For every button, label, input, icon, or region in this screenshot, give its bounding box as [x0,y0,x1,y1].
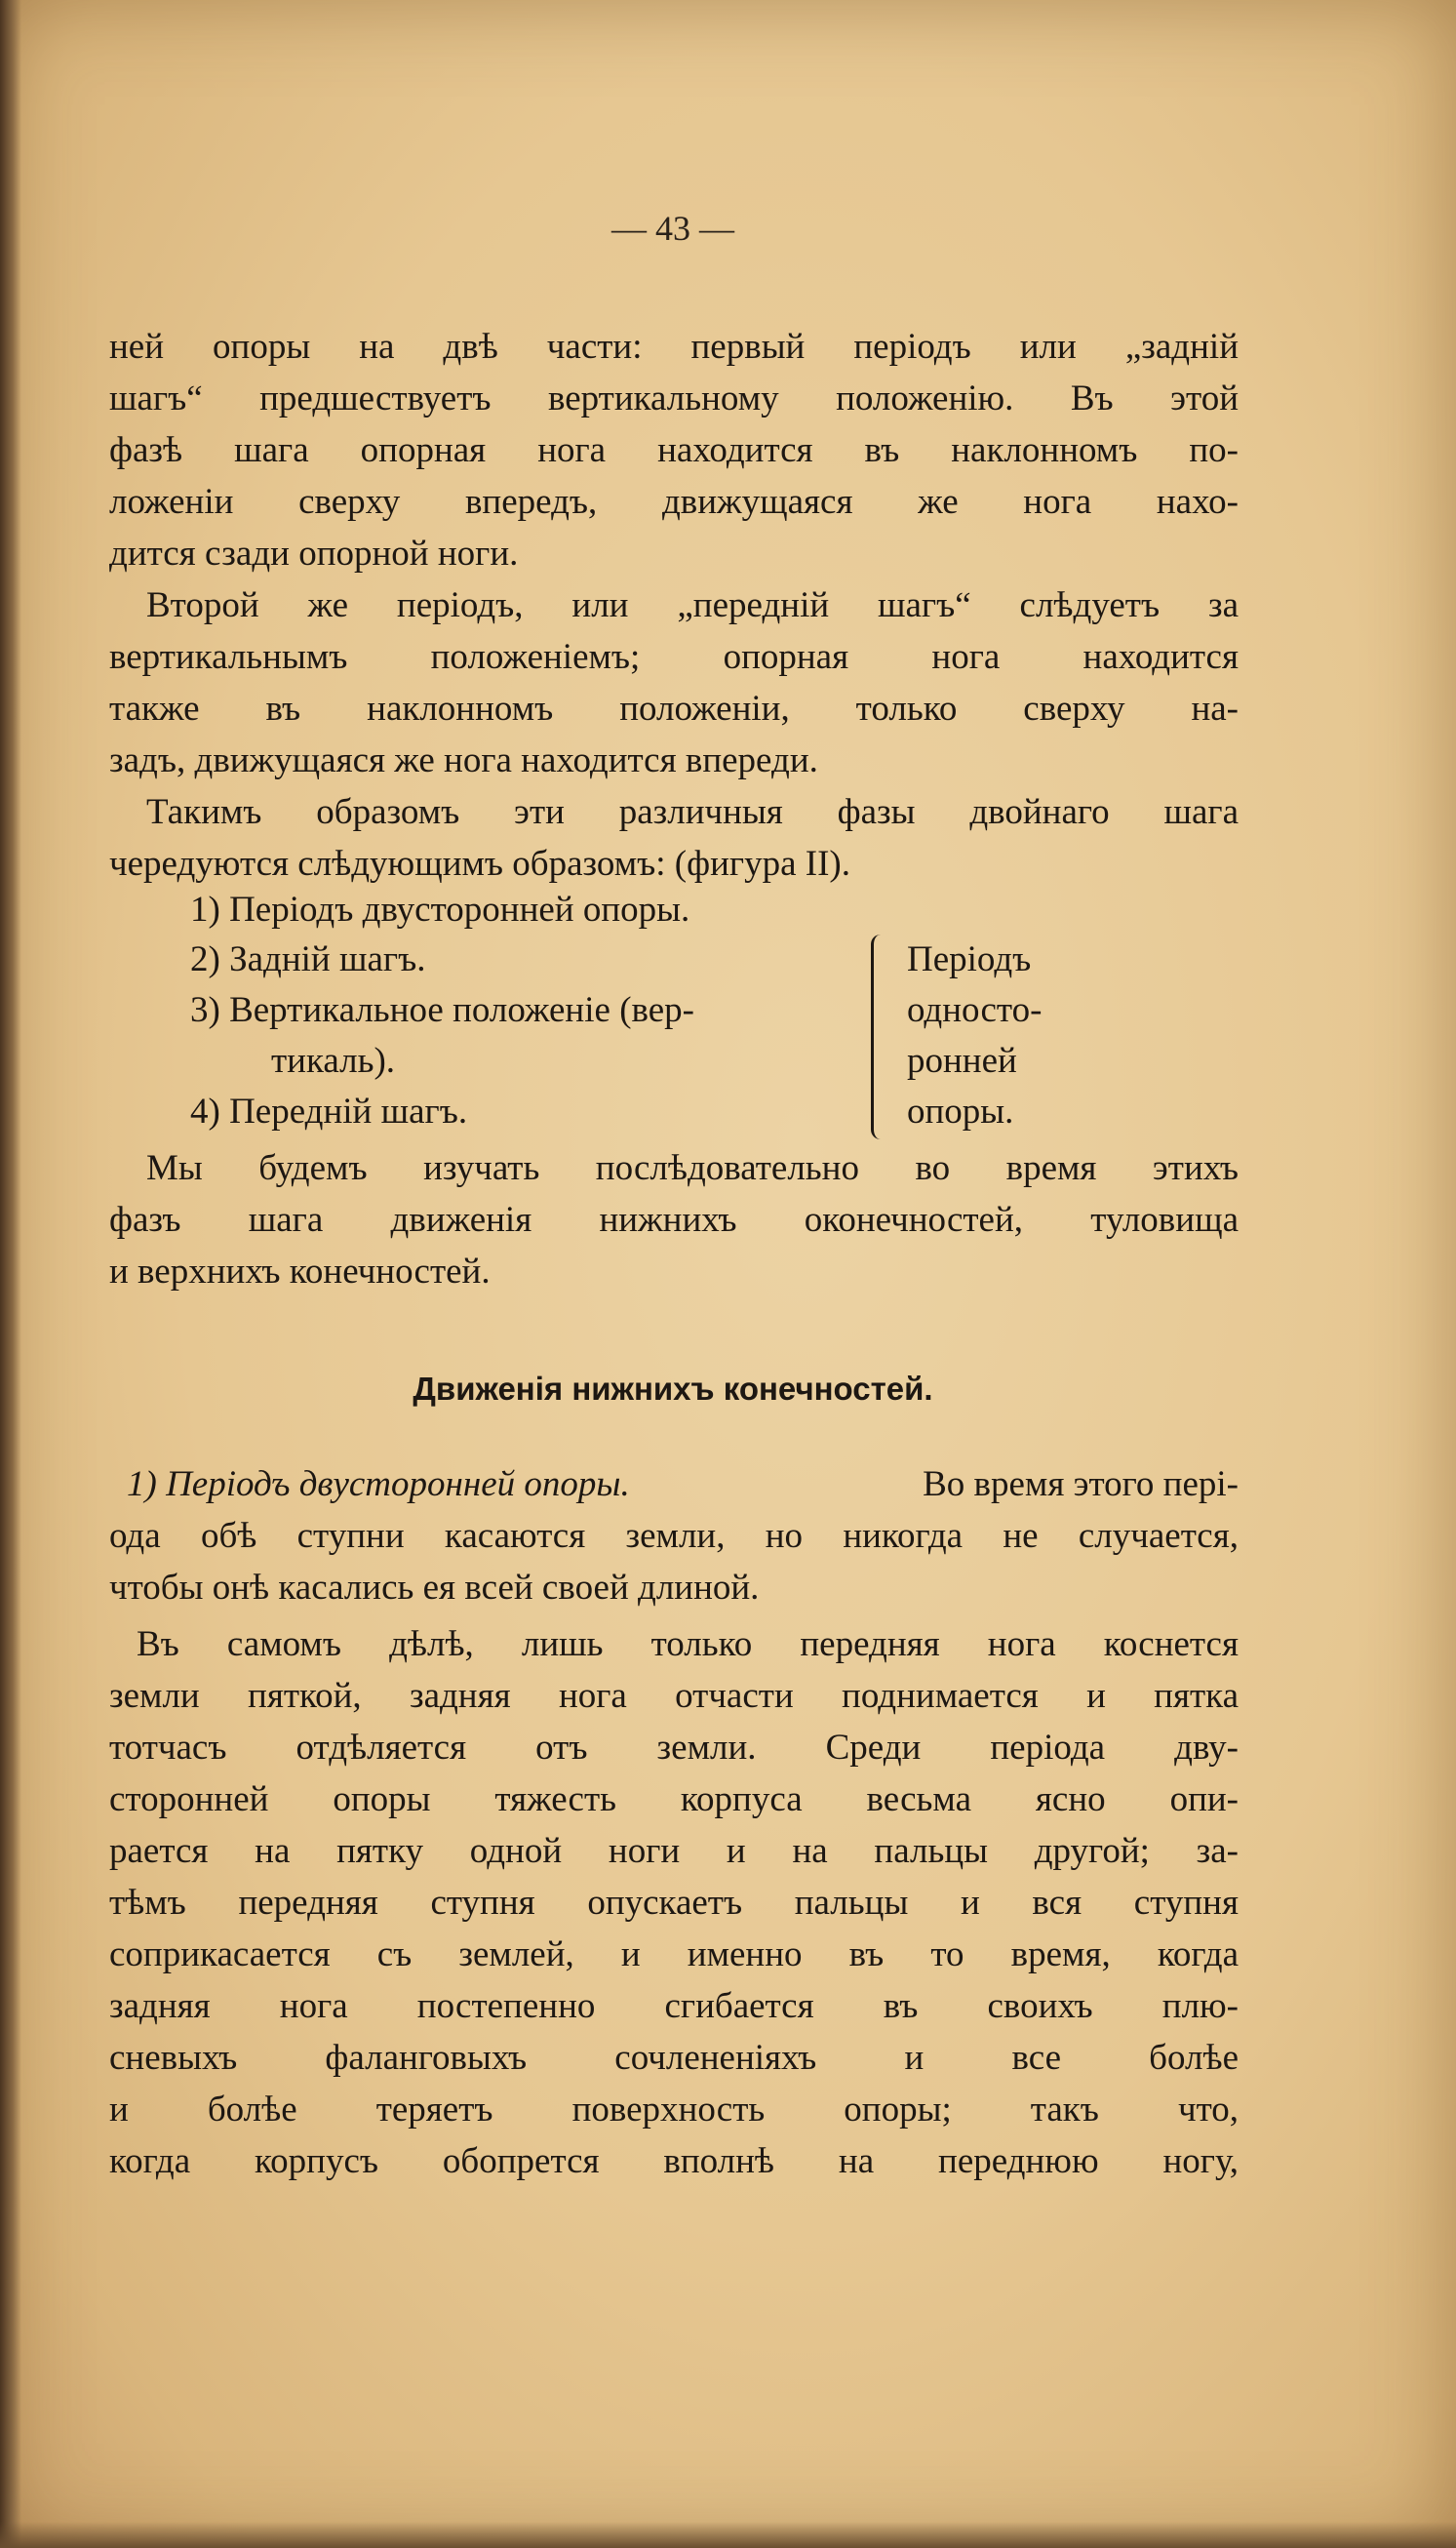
text-line: когда корпусъ обопрется вполнѣ на переднюю ногу, [109,2141,1239,2181]
list-item: тикаль). [271,1041,396,1081]
page-bottom-edge [0,2522,1456,2548]
text-line: Мы будемъ изучать послѣдовательно во время этихъ [146,1148,1239,1188]
list-item: 3) Вертикальное положеніе (вер- [190,990,695,1030]
text-line: фазѣ шага опорная нога находится въ наклонномъ по- [109,430,1239,470]
text-line: Второй же періодъ, или „передній шагъ“ слѣдуетъ за [146,585,1239,625]
text-line: Во время этого пері- [923,1464,1239,1504]
text-line: ней опоры на двѣ части: первый періодъ или „задній [109,327,1239,367]
list-item: 1) Періодъ двусторонней опоры. [190,890,690,930]
text-line: чтобы онѣ касались ея всей своей длиной. [109,1568,760,1608]
text-line: вертикальнымъ положеніемъ; опорная нога находится [109,637,1239,677]
brace-label-line: ронней [907,1041,1017,1081]
text-line: ода обѣ ступни касаются земли, но никогда не случается, [109,1516,1239,1556]
section-heading: Движенія нижнихъ конечностей. [413,1371,933,1407]
brace-label-line: односто- [907,990,1043,1030]
page-binding-edge [0,0,21,2548]
page-number: — 43 — [611,209,734,248]
text-line: чередуются слѣдующимъ образомъ: (фигура II). [109,844,850,884]
brace-label-line: опоры. [907,1092,1014,1132]
list-item: 2) Задній шагъ. [190,939,426,979]
text-line: тѣмъ передняя ступня опускаетъ пальцы и вся ступня [109,1883,1239,1923]
text-line: сторонней опоры тяжесть корпуса весьма ясно опи- [109,1779,1239,1819]
text-line: Въ самомъ дѣлѣ, лишь только передняя нога коснется [137,1624,1239,1664]
text-line: тотчасъ отдѣляется отъ земли. Среди періода дву- [109,1728,1239,1768]
text-line: рается на пятку одной ноги и на пальцы другой; за- [109,1831,1239,1871]
text-line: шагъ“ предшествуетъ вертикальному положенію. Въ этой [109,378,1239,418]
text-line: и болѣе теряетъ поверхность опоры; такъ что, [109,2090,1239,2130]
text-line: задняя нога постепенно сгибается въ своихъ плю- [109,1986,1239,2026]
text-line: задъ, движущаяся же нога находится впереди. [109,740,818,780]
text-line: фазъ шага движенія нижнихъ оконечностей, туловища [109,1200,1239,1240]
text-line: Такимъ образомъ эти различныя фазы двойнаго шага [146,792,1239,832]
text-line: земли пяткой, задняя нога отчасти поднимается и пятка [109,1676,1239,1716]
list-brace [871,935,893,1139]
text-line: соприкасается съ землей, и именно въ то время, когда [109,1934,1239,1974]
text-line: сневыхъ фаланговыхъ сочлененіяхъ и все болѣе [109,2038,1239,2078]
text-line: также въ наклонномъ положеніи, только сверху на- [109,689,1239,729]
brace-label-line: Періодъ [907,939,1032,979]
list-item: 4) Передній шагъ. [190,1092,468,1132]
text-line: дится сзади опорной ноги. [109,534,519,574]
text-line: ложеніи сверху впередъ, движущаяся же нога нахо- [109,482,1239,522]
text-line [127,1459,630,1509]
text-line: и верхнихъ конечностей. [109,1252,491,1292]
italic-subheading: 1) Періодъ двусторонней опоры. [127,1464,630,1504]
